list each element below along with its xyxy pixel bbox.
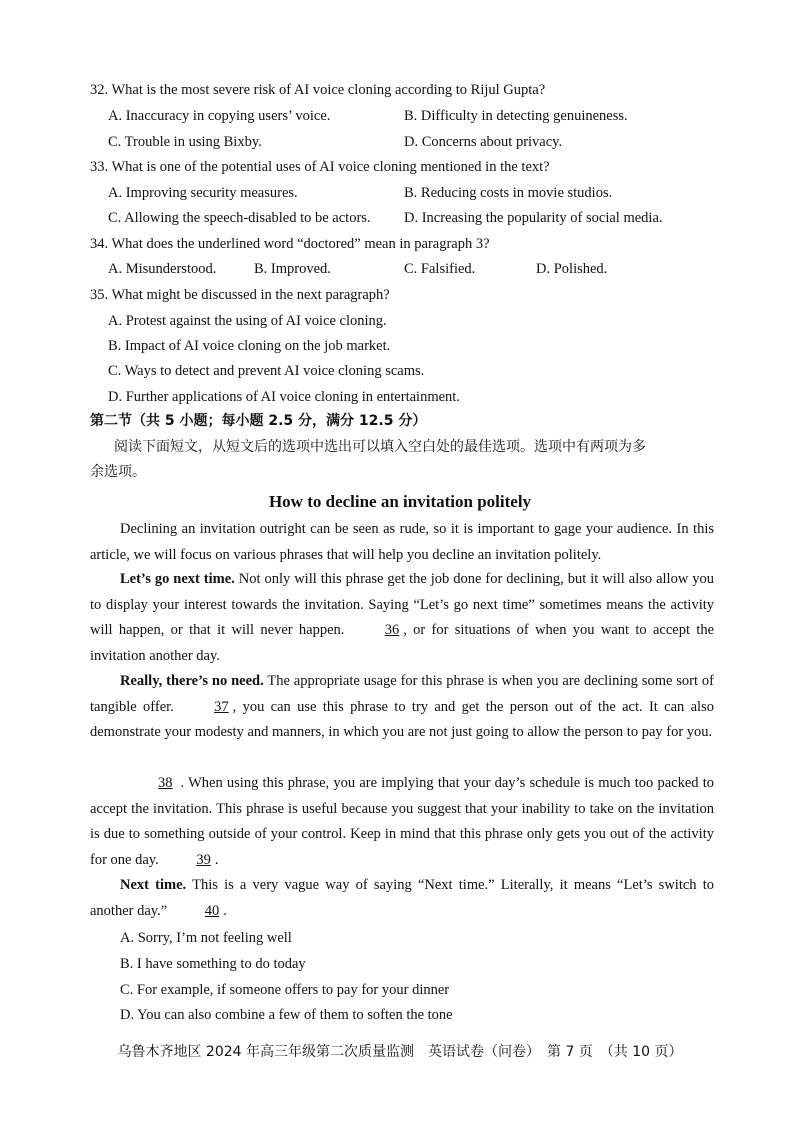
question-34-stem: 34. What does the underlined word “doctored” mean in paragraph 3? [90, 236, 490, 252]
passage-paragraph-2 [90, 567, 714, 669]
passage-paragraph-3 [90, 669, 714, 746]
question-33-option-d: D. Increasing the popularity of social media. [404, 210, 663, 226]
question-34-option-a: A. Misunderstood. [108, 261, 217, 277]
choice-c: C. For example, if someone offers to pay for your dinner [120, 982, 450, 998]
paragraph-3-text-a: The appropriate usage for this phrase is when you are declining some sort of tangible offer. [90, 673, 714, 715]
question-35-option-a: A. Protest against the using of AI voice cloning. [108, 313, 387, 329]
blank-38: 38 [158, 775, 173, 791]
passage-paragraph-4 [90, 771, 714, 873]
question-32-option-a: A. Inaccuracy in copying users’ voice. [108, 108, 331, 124]
phrase-next-time: Next time. [120, 877, 187, 893]
question-33-option-b: B. Reducing costs in movie studios. [404, 185, 613, 201]
question-32-option-c: C. Trouble in using Bixby. [108, 134, 262, 150]
blank-40: 40 [204, 902, 220, 919]
section-heading: 第二节（共 5 小题；每小题 2.5 分，满分 12.5 分） [90, 413, 427, 429]
section-instruction-line1: 阅读下面短文，从短文后的选项中选出可以填入空白处的最佳选项。选项中有两项为多 [114, 439, 646, 455]
question-34-option-c: C. Falsified. [404, 261, 476, 277]
paragraph-5-text-a: This is a very vague way of saying “Next time.” Literally, it means “Let’s switch to another day.” [90, 877, 714, 919]
phrase-lets-go-next-time: Let’s go next time. [120, 571, 235, 587]
question-34-option-d: D. Polished. [536, 261, 608, 277]
question-33-option-c: C. Allowing the speech-disabled to be actors. [108, 210, 371, 226]
question-35-option-c: C. Ways to detect and prevent AI voice cloning scams. [108, 363, 425, 379]
paragraph-2-text-b: , or for situations of when you want to accept the invitation another day. [90, 622, 715, 664]
paragraph-4-text-b: . [214, 851, 219, 868]
question-35-stem: 35. What might be discussed in the next paragraph? [90, 287, 390, 303]
question-32-option-b: B. Difficulty in detecting genuineness. [404, 108, 628, 124]
passage-paragraph-1: Declining an invitation outright can be seen as rude, so it is important to gage your audience. In this article, we will focus on various phrases that will help you decline an invitation politely. [90, 521, 714, 563]
passage-paragraph-5 [90, 873, 714, 924]
question-33-option-a: A. Improving security measures. [108, 185, 298, 201]
question-35-option-b: B. Impact of AI voice cloning on the job market. [108, 338, 391, 354]
choice-a: A. Sorry, I’m not feeling well [120, 930, 292, 946]
question-35-option-d: D. Further applications of AI voice cloning in entertainment. [108, 389, 460, 405]
question-32-option-d: D. Concerns about privacy. [404, 134, 563, 150]
question-32-stem: 32. What is the most severe risk of AI voice cloning according to Rijul Gupta? [90, 82, 546, 98]
question-34-option-b: B. Improved. [254, 261, 331, 277]
section-instruction-line2: 余选项。 [90, 464, 146, 480]
blank-36: 36 [384, 622, 400, 638]
paragraph-5-text-b: . [223, 902, 227, 919]
choice-b: B. I have something to do today [120, 956, 306, 972]
paragraph-3-text-b: , you can use this phrase to try and get the person out of the act. It can also demonstrate your modesty and manners, in which you are not just going to allow the person to pay for you. [90, 698, 714, 740]
passage-title: How to decline an invitation politely [268, 492, 532, 511]
choice-d: D. You can also combine a few of them to soften the tone [120, 1007, 453, 1023]
paragraph-2-text-a: Not only will this phrase get the job done for declining, but it will also allow you to display your interest towards the invitation. Saying “Let’s go next time” sometimes means the activity will happen, or that it will never happen. [90, 571, 714, 638]
blank-37: 37 [214, 698, 229, 715]
phrase-really-no-need: Really, there’s no need. [120, 673, 264, 689]
blank-39: 39 [196, 851, 211, 868]
paragraph-4-text-a: . When using this phrase, you are implying that your day’s schedule is much too packed to accept the invitation. This phrase is useful because you suggest that your inability to take on the invitation is due to something outside of your control. Keep in mind that this phrase only gets you out of the activity for one day. [90, 775, 714, 868]
page-footer: 乌鲁木齐地区 2024 年高三年级第二次质量监测 英语试卷（问卷） 第 7 页 （共 10 页） [117, 1044, 683, 1060]
question-33-stem: 33. What is one of the potential uses of AI voice cloning mentioned in the text? [90, 159, 550, 175]
